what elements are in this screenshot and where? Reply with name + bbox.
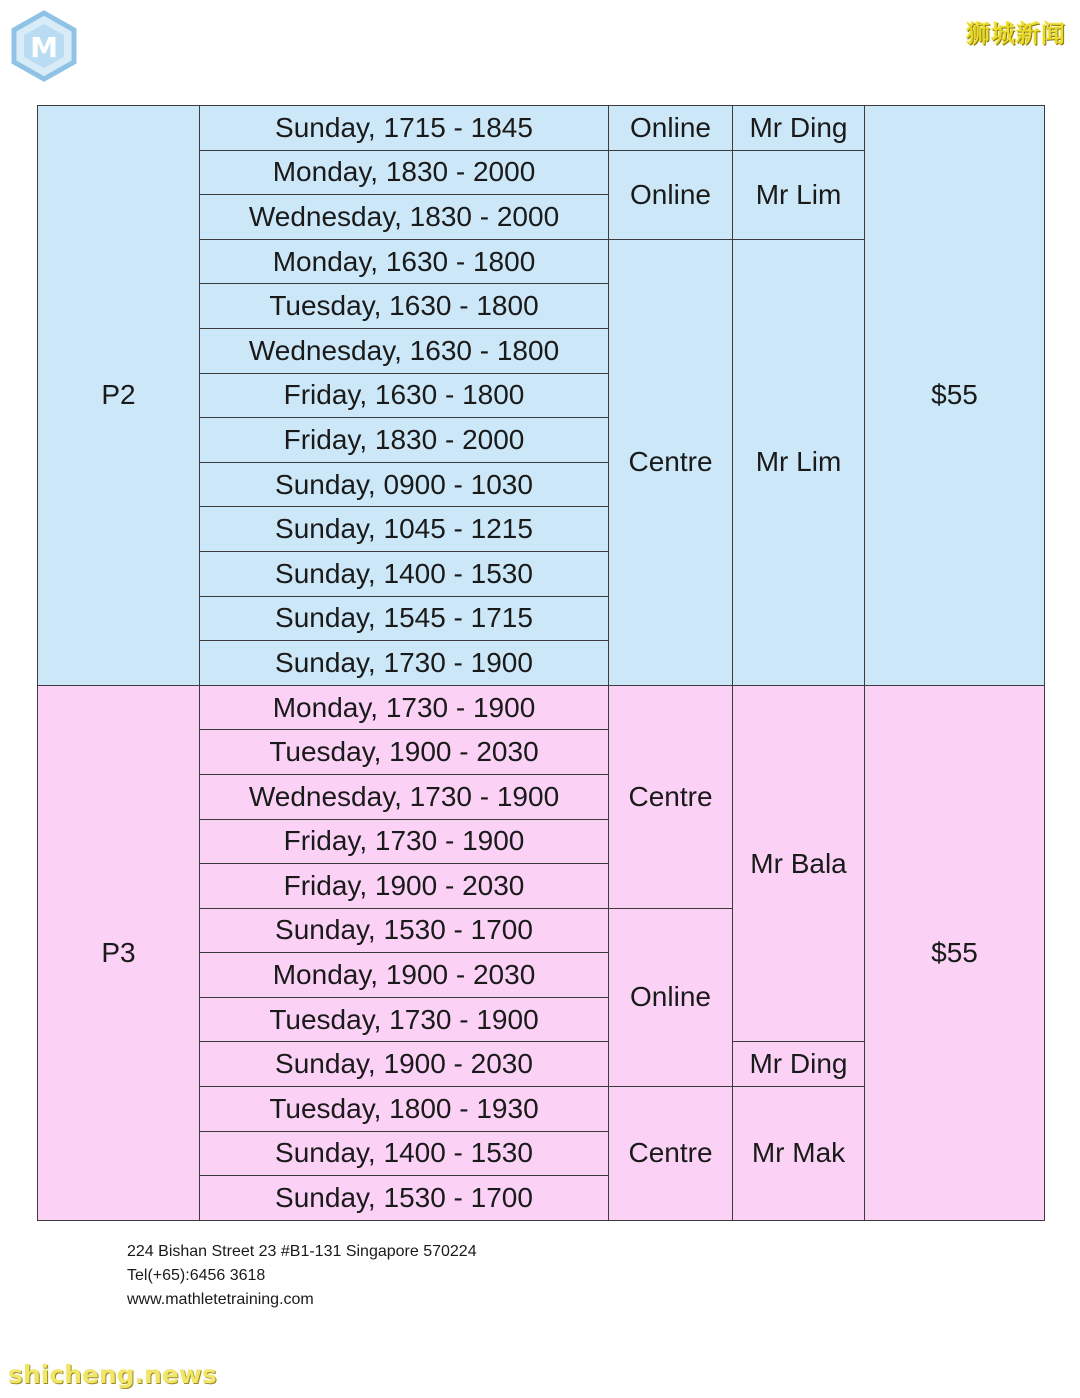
time-cell: Tuesday, 1730 - 1900 <box>200 997 609 1042</box>
level-cell: P2 <box>38 106 200 686</box>
mode-cell: Online <box>609 908 733 1086</box>
address-text: 224 Bishan Street 23 #B1-131 Singapore 570224 <box>127 1243 477 1260</box>
time-cell: Tuesday, 1900 - 2030 <box>200 730 609 775</box>
time-cell: Wednesday, 1630 - 1800 <box>200 328 609 373</box>
time-cell: Friday, 1830 - 2000 <box>200 418 609 463</box>
teacher-cell: Mr Bala <box>733 685 865 1042</box>
phone-text: Tel(+65):6456 3618 <box>127 1267 266 1284</box>
mode-cell: Online <box>609 106 733 151</box>
level-cell: P3 <box>38 685 200 1220</box>
time-cell: Tuesday, 1800 - 1930 <box>200 1087 609 1132</box>
time-cell: Tuesday, 1630 - 1800 <box>200 284 609 329</box>
time-cell: Sunday, 1400 - 1530 <box>200 1131 609 1176</box>
time-cell: Friday, 1730 - 1900 <box>200 819 609 864</box>
fee-cell: $55 <box>865 685 1045 1220</box>
time-cell: Monday, 1830 - 2000 <box>200 150 609 195</box>
time-cell: Friday, 1900 - 2030 <box>200 864 609 909</box>
p3-section <box>38 685 1045 1220</box>
teacher-cell: Mr Lim <box>733 239 865 685</box>
time-cell: Sunday, 1545 - 1715 <box>200 596 609 641</box>
mode-cell: Online <box>609 150 733 239</box>
site-watermark-top: 狮城新闻 <box>966 20 1066 48</box>
time-cell: Sunday, 1730 - 1900 <box>200 641 609 686</box>
time-cell: Monday, 1630 - 1800 <box>200 239 609 284</box>
svg-text:M: M <box>30 31 58 64</box>
time-cell: Sunday, 1400 - 1530 <box>200 551 609 596</box>
schedule-table <box>37 105 1045 1221</box>
time-cell: Sunday, 1045 - 1215 <box>200 507 609 552</box>
time-cell: Sunday, 1715 - 1845 <box>200 106 609 151</box>
time-cell: Wednesday, 1730 - 1900 <box>200 774 609 819</box>
time-cell: Monday, 1730 - 1900 <box>200 685 609 730</box>
site-watermark-bottom: shicheng.news <box>8 1360 217 1389</box>
teacher-cell: Mr Lim <box>733 150 865 239</box>
table-row <box>38 685 1045 730</box>
time-cell: Monday, 1900 - 2030 <box>200 953 609 998</box>
time-cell: Sunday, 1900 - 2030 <box>200 1042 609 1087</box>
p2-section <box>38 106 1045 686</box>
teacher-cell: Mr Ding <box>733 1042 865 1087</box>
time-cell: Sunday, 0900 - 1030 <box>200 462 609 507</box>
fee-cell: $55 <box>865 106 1045 686</box>
table-row <box>38 106 1045 151</box>
time-cell: Friday, 1630 - 1800 <box>200 373 609 418</box>
teacher-cell: Mr Mak <box>733 1087 865 1221</box>
mode-cell: Centre <box>609 1087 733 1221</box>
mode-cell: Centre <box>609 685 733 908</box>
mode-cell: Centre <box>609 239 733 685</box>
time-cell: Wednesday, 1830 - 2000 <box>200 195 609 240</box>
time-cell: Sunday, 1530 - 1700 <box>200 908 609 953</box>
time-cell: Sunday, 1530 - 1700 <box>200 1176 609 1221</box>
contact-footer <box>127 1240 477 1312</box>
mathlete-logo <box>8 10 80 82</box>
website-link[interactable]: www.mathletetraining.com <box>127 1291 314 1308</box>
teacher-cell: Mr Ding <box>733 106 865 151</box>
